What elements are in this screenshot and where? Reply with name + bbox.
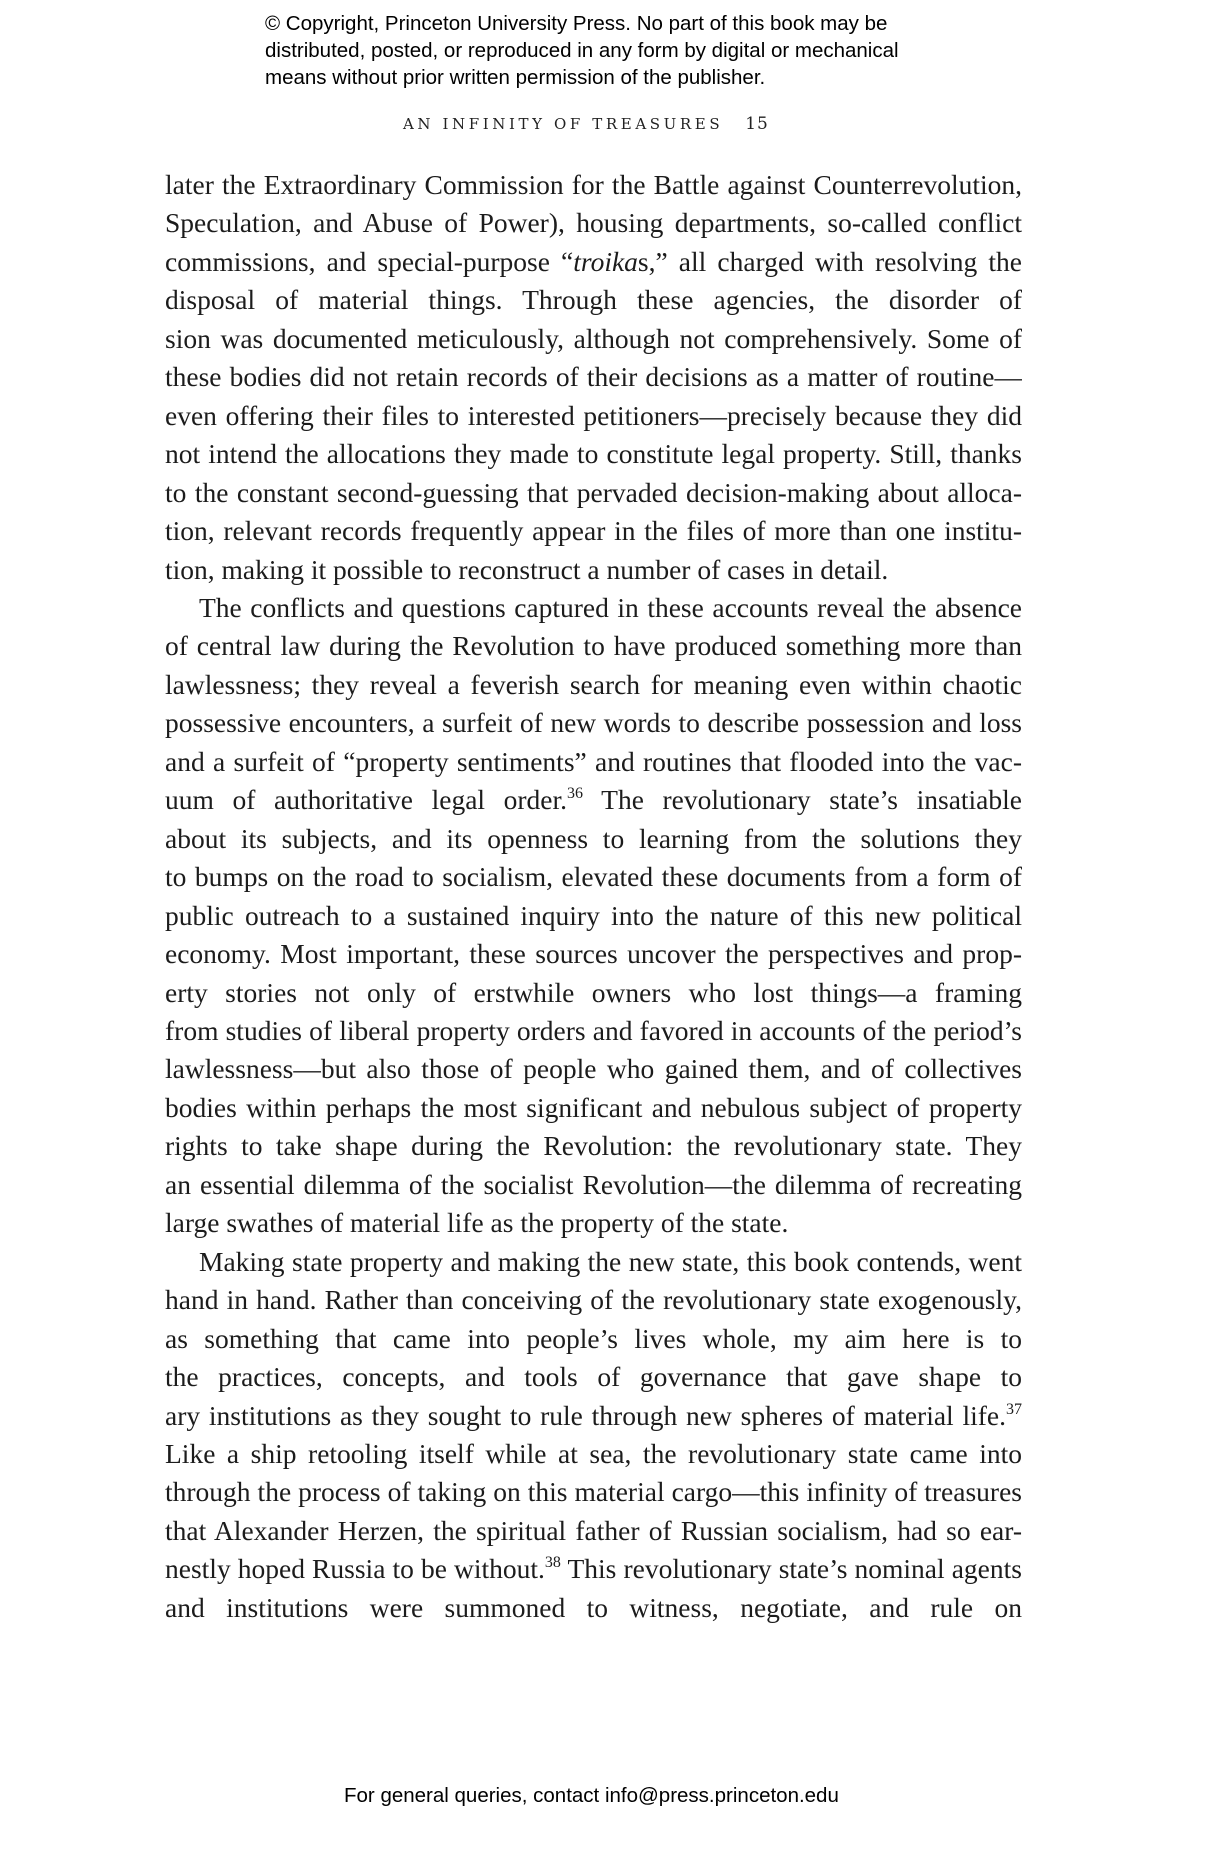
- text-segment: nestly hoped Russia to be without.: [165, 1553, 545, 1585]
- copyright-line: means without prior written permission of the publisher.: [265, 66, 766, 89]
- text-segment: Speculation, and Abuse of Power), housing departments, so-called conflict: [165, 207, 1022, 239]
- text-segment: lawlessness; they reveal a feverish search for meaning even within chaotic: [165, 668, 1022, 700]
- text-segment: to the constant second-guessing that pervaded decision-making about alloca-: [165, 476, 1022, 508]
- text-line: [165, 666, 1022, 704]
- text-line: [165, 1012, 1022, 1050]
- text-segment: about its subjects, and its openness to learning from the solutions they: [165, 822, 1022, 854]
- text-line: [165, 204, 1022, 242]
- text-segment: The revolutionary state’s insatiable: [601, 784, 1022, 816]
- paragraph: [165, 166, 1022, 589]
- text-segment: these bodies did not retain records of their decisions as a matter of routine—: [165, 361, 1022, 393]
- text-line: [165, 1204, 1022, 1242]
- text-line: [165, 897, 1022, 935]
- text-line: [165, 435, 1022, 473]
- text-segment: Like a ship retooling itself while at sea, the revolutionary state came into: [165, 1437, 1022, 1469]
- text-segment: tion, relevant records frequently appear in the files of more than one institu-: [165, 515, 1022, 547]
- text-segment: The conflicts and questions captured in these accounts reveal the absence: [199, 591, 1022, 623]
- page-number: 15: [745, 114, 769, 134]
- text-segment: through the process of taking on this material cargo—this infinity of treasures: [165, 1476, 1022, 1508]
- text-segment: disposal of material things. Through these agencies, the disorder of: [165, 284, 1022, 316]
- text-segment: uum of authoritative legal order.: [165, 784, 568, 816]
- copyright-line: distributed, posted, or reproduced in any form by digital or mechanical: [265, 39, 899, 62]
- text-segment: This revolutionary state’s nominal agents: [560, 1553, 1022, 1585]
- running-head-title: AN INFINITY OF TREASURES: [403, 115, 724, 133]
- text-segment: erty stories not only of erstwhile owners who lost things—a framing: [165, 976, 1022, 1008]
- text-line: [165, 627, 1022, 665]
- text-line: [165, 1358, 1022, 1396]
- text-line: [165, 1281, 1022, 1319]
- text-segment: not intend the allocations they made to constitute legal property. Still, thanks: [165, 438, 1022, 470]
- text-segment: hand in hand. Rather than conceiving of the revolutionary state exogenously,: [165, 1284, 1022, 1316]
- text-segment: public outreach to a sustained inquiry into the nature of this new political: [165, 899, 1022, 931]
- text-line: [165, 743, 1022, 781]
- text-line: [165, 320, 1022, 358]
- text-line: [165, 1589, 1022, 1627]
- text-line: [165, 474, 1022, 512]
- text-line: [165, 781, 1022, 819]
- paragraph: [165, 589, 1022, 1243]
- text-line: [165, 1166, 1022, 1204]
- text-line: [165, 1435, 1022, 1473]
- text-segment: to bumps on the road to socialism, elevated these documents from a form of: [165, 861, 1022, 893]
- text-line: [165, 397, 1022, 435]
- text-line: [165, 1243, 1022, 1281]
- text-segment: an essential dilemma of the socialist Revolution—the dilemma of recreating: [165, 1168, 1022, 1200]
- text-segment: of central law during the Revolution to have produced something more than: [165, 630, 1022, 662]
- text-segment: later the Extraordinary Commission for the Battle against Counterrevolution,: [165, 169, 1022, 200]
- text-line: [165, 589, 1022, 627]
- italic-term: troika: [573, 245, 638, 277]
- text-segment: large swathes of material life as the property of the state.: [165, 1207, 789, 1239]
- body-text: [165, 166, 1022, 1627]
- text-line: [165, 551, 1022, 589]
- paragraph: [165, 1243, 1022, 1628]
- text-segment: and institutions were summoned to witness, negotiate, and rule on: [165, 1591, 1022, 1623]
- copyright-line: © Copyright, Princeton University Press. No part of this book may be: [265, 12, 888, 35]
- text-segment: commissions, and special-purpose “: [165, 245, 574, 277]
- text-segment: bodies within perhaps the most significant and nebulous subject of property: [165, 1091, 1022, 1123]
- text-line: [165, 1089, 1022, 1127]
- text-segment: as something that came into people’s lives whole, my aim here is to: [165, 1322, 1022, 1354]
- text-line: [165, 704, 1022, 742]
- text-line: [165, 1050, 1022, 1088]
- text-segment: possessive encounters, a surfeit of new words to describe possession and loss: [165, 707, 1022, 739]
- text-line: [165, 1127, 1022, 1165]
- text-segment: from studies of liberal property orders and favored in accounts of the period’s: [165, 1014, 1022, 1046]
- footer-contact: For general queries, contact info@press.princeton.edu: [344, 1784, 839, 1807]
- text-segment: that Alexander Herzen, the spiritual father of Russian socialism, had so ear-: [165, 1514, 1022, 1546]
- text-line: [165, 1512, 1022, 1550]
- footnote-ref: 36: [567, 785, 584, 803]
- text-segment: the practices, concepts, and tools of governance that gave shape to: [165, 1361, 1022, 1393]
- running-head: [403, 114, 769, 134]
- text-line: [165, 974, 1022, 1012]
- text-segment: s,” all charged with resolving the: [637, 245, 1022, 277]
- text-segment: lawlessness—but also those of people who gained them, and of collectives: [165, 1053, 1022, 1085]
- text-line: [165, 820, 1022, 858]
- text-line: [165, 858, 1022, 896]
- text-segment: ary institutions as they sought to rule through new spheres of material life.: [165, 1399, 1006, 1431]
- text-segment: sion was documented meticulously, although not comprehensively. Some of: [165, 322, 1022, 354]
- text-line: [165, 243, 1022, 281]
- text-line: [165, 935, 1022, 973]
- footnote-ref: 38: [544, 1554, 561, 1572]
- text-segment: Making state property and making the new state, this book contends, went: [199, 1245, 1022, 1277]
- text-line: [165, 358, 1022, 396]
- text-line: [165, 166, 1022, 204]
- text-line: [165, 1397, 1022, 1435]
- footnote-ref: 37: [1006, 1400, 1022, 1418]
- text-line: [165, 1320, 1022, 1358]
- text-segment: even offering their files to interested petitioners—precisely because they did: [165, 399, 1022, 431]
- text-segment: rights to take shape during the Revolution: the revolutionary state. They: [165, 1130, 1022, 1162]
- text-line: [165, 512, 1022, 550]
- text-segment: economy. Most important, these sources uncover the perspectives and prop-: [165, 938, 1022, 970]
- copyright-notice: [265, 10, 899, 91]
- text-segment: and a surfeit of “property sentiments” and routines that flooded into the vac-: [165, 745, 1022, 777]
- text-line: [165, 1550, 1022, 1588]
- text-line: [165, 281, 1022, 319]
- text-segment: tion, making it possible to reconstruct a number of cases in detail.: [165, 553, 889, 585]
- text-line: [165, 1473, 1022, 1511]
